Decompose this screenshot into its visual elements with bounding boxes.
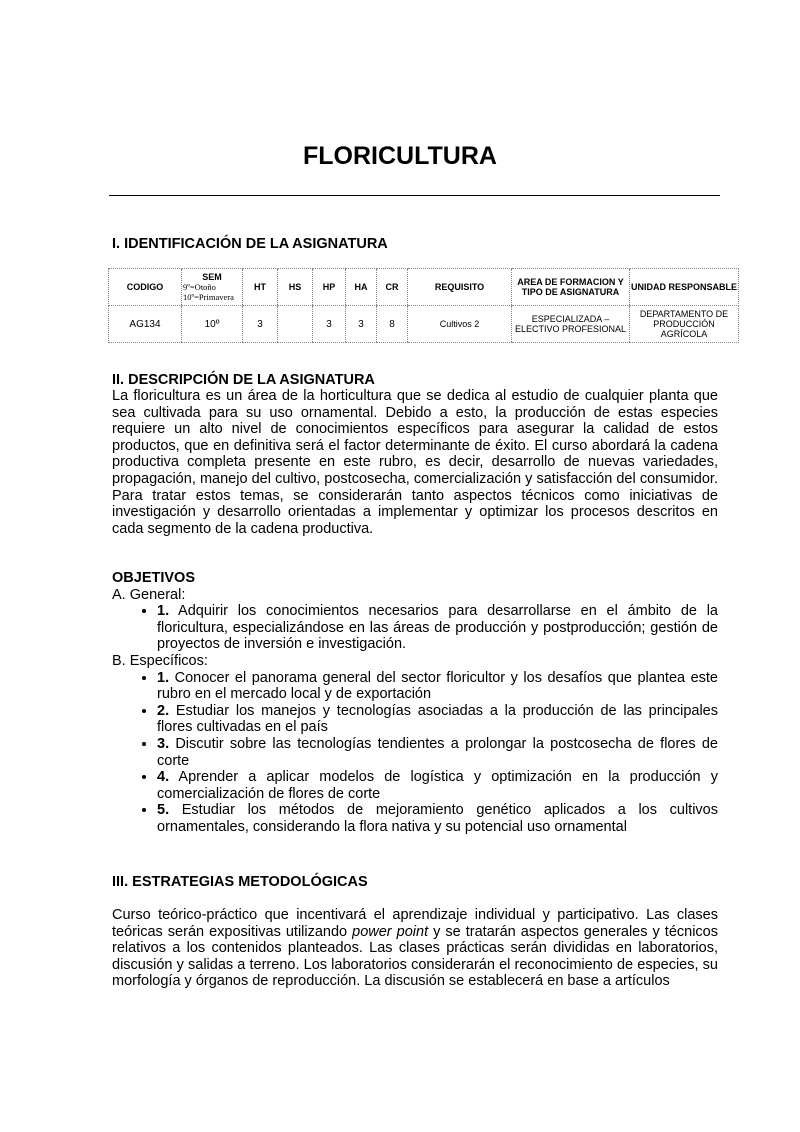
cell-sem: 10º [182,306,243,343]
strategies-paragraph: Curso teórico-práctico que incentivará el aprendizaje individual y participativo. Las clases teóricas serán expositivas utilizando power point y se tratarán aspectos generales y técnicos relativos a los contenidos planteados. Las clases prácticas serán divididas en laboratorios, discusión y salidas a terreno. Los laboratorios considerarán el reconocimiento de especies, su morfología y órganos de reproducción. La discusión se establecerá en base a artículos [112,907,718,990]
section-heading-description: II. DESCRIPCIÓN DE LA ASIGNATURA [112,372,375,388]
list-item: • 1. Adquirir los conocimientos necesarios para desarrollarse en el ámbito de la floricultura, especializándose en las áreas de producción y postproducción; gestión de proyectos de inversión e investigación. [157,603,718,653]
header-requisito: REQUISITO [408,269,512,306]
document-title: FLORICULTURA [303,142,497,170]
table-row [109,306,739,343]
description-paragraph: La floricultura es un área de la horticultura que se dedica al estudio de cualquier planta que sea cultivada para su uso ornamental. Debido a esto, la producción de estas especies requiere un alto nivel de conocimientos específicos para asegurar la calidad de estos productos, que en definitiva será el factor determinante de éxito. El curso abordará la cadena productiva completa presente en este rubro, es decir, desarrollo de nuevas variedades, propagación, manejo del cultivo, postcosecha, comercialización y satisfacción del consumidor. Para tratar estos temas, se considerarán tanto aspectos técnicos como iniciativas de investigación y desarrollo orientadas a implementar y optimizar los procesos descritos en cada segmento de la cadena productiva. [112,388,718,537]
cell-cr: 8 [377,306,408,343]
general-label: A. General: [112,586,186,603]
cell-unidad: DEPARTAMENTO DE PRODUCCIÓN AGRÍCOLA [630,306,739,343]
header-cr: CR [377,269,408,306]
specific-label: B. Específicos: [112,652,208,669]
header-unidad: UNIDAD RESPONSABLE [630,269,739,306]
title-divider [109,195,720,196]
list-item: • 3. Discutir sobre las tecnologías tendientes a prolongar la postcosecha de flores de corte [157,736,718,769]
table-header-row [109,269,739,306]
header-hs: HS [278,269,313,306]
header-ha: HA [346,269,377,306]
section-heading-identification: I. IDENTIFICACIÓN DE LA ASIGNATURA [112,236,388,252]
objectives-section [112,570,718,836]
list-item: • 4. Aprender a aplicar modelos de logística y optimización en la producción y comercialización de flores de corte [157,769,718,802]
header-codigo: CODIGO [109,269,182,306]
section-heading-strategies: III. ESTRATEGIAS METODOLÓGICAS [112,874,368,890]
general-list [112,603,718,653]
header-hp: HP [313,269,346,306]
cell-ht: 3 [243,306,278,343]
cell-ha: 3 [346,306,377,343]
specific-list [112,670,718,836]
cell-codigo: AG134 [109,306,182,343]
header-area: AREA DE FORMACION Y TIPO DE ASIGNATURA [512,269,630,306]
list-item: • 1. Conocer el panorama general del sector floricultor y los desafíos que plantea este rubro en el mercado local y de exportación [157,670,718,703]
cell-hp: 3 [313,306,346,343]
course-info-table [108,268,739,343]
cell-area: ESPECIALIZADA – ELECTIVO PROFESIONAL [512,306,630,343]
header-ht: HT [243,269,278,306]
list-item: • 5. Estudiar los métodos de mejoramiento genético aplicados a los cultivos ornamentales, considerando la flora nativa y su potencial uso ornamental [157,802,718,835]
list-item: • 2. Estudiar los manejos y tecnologías asociadas a la producción de las principales flores cultivadas en el país [157,703,718,736]
header-sem: SEM 9º=Otoño 10º=Primavera [182,269,243,306]
cell-hs [278,306,313,343]
cell-requisito: Cultivos 2 [408,306,512,343]
objectives-heading: OBJETIVOS [112,570,195,586]
